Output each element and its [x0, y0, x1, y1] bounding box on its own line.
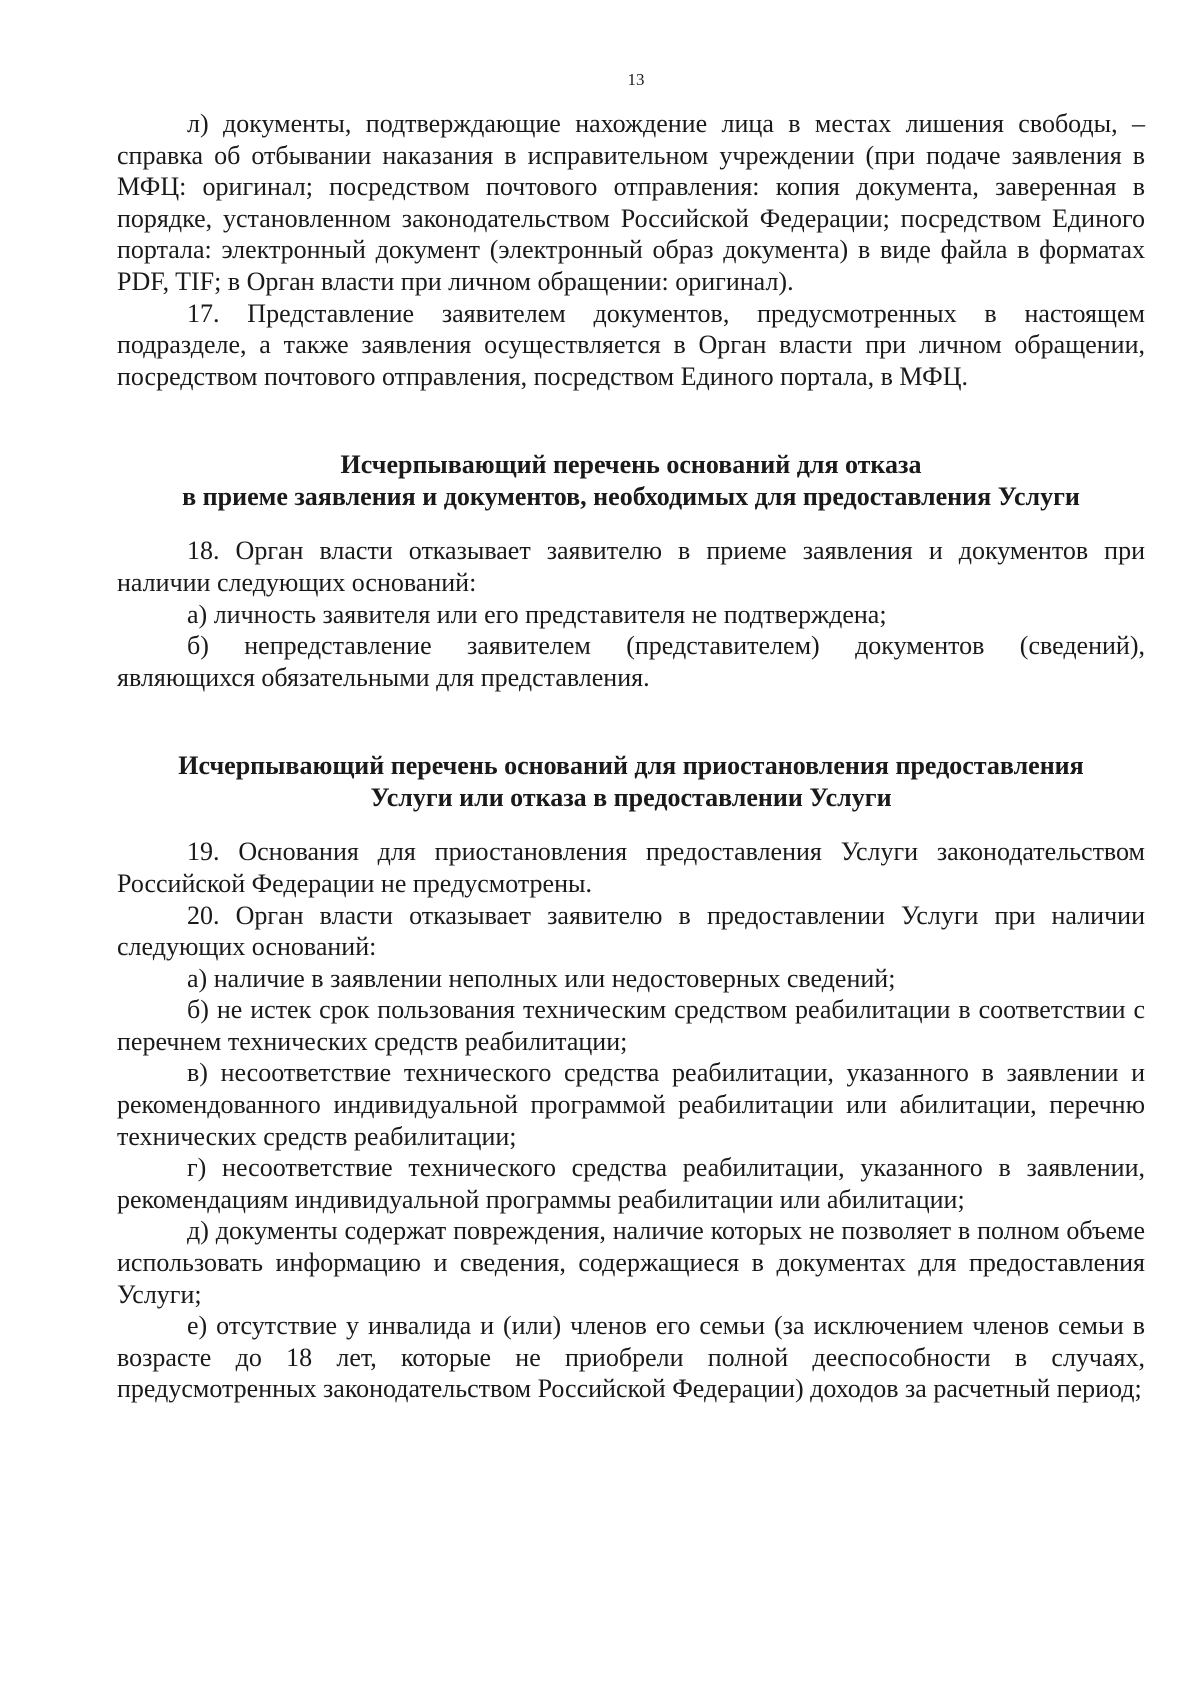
paragraph-20-d: д) документы содержат повреждения, наличие которых не позволяет в полном объеме использовать информацию и сведения, содержащиеся в документах для предоставления Услуги; — [117, 1216, 1145, 1309]
section-documents — [117, 108, 1145, 392]
paragraph-20-e: е) отсутствие у инвалида и (или) членов его семьи (за исключением членов семьи в возрасте до 18 лет, которые не приобрели полной дееспособности в случаях, предусмотренных законодательством Российской Федерации) доходов за расчетный период; — [117, 1311, 1145, 1404]
heading-refusal-acceptance — [117, 449, 1145, 513]
heading-suspension-refusal-line1: Исчерпывающий перечень оснований для приостановления предоставления — [178, 751, 1084, 781]
paragraph-19: 19. Основания для приостановления предоставления Услуги законодательством Российской Федерации не предусмотрены. — [117, 837, 1145, 898]
heading-suspension-refusal — [117, 750, 1145, 814]
heading-refusal-acceptance-line1: Исчерпывающий перечень оснований для отказа — [340, 450, 922, 480]
paragraph-18-a: а) личность заявителя или его представителя не подтверждена; — [187, 599, 887, 629]
heading-refusal-acceptance-line2: в приеме заявления и документов, необходимых для предоставления Услуги — [182, 482, 1080, 512]
paragraph-17: 17. Представление заявителем документов, предусмотренных в настоящем подразделе, а также заявления осуществляется в Орган власти при личном обращении, посредством почтового отправления, посредством Единого портала, в МФЦ. — [117, 298, 1145, 391]
paragraph-20-g: г) несоответствие технического средства реабилитации, указанного в заявлении, рекомендациям индивидуальной программы реабилитации или абилитации; — [117, 1153, 1145, 1214]
section-suspension-refusal — [117, 836, 1145, 1405]
paragraph-20: 20. Орган власти отказывает заявителю в предоставлении Услуги при наличии следующих оснований: — [117, 900, 1145, 962]
page-number: 13 — [627, 70, 645, 89]
paragraph-item-l: л) документы, подтверждающие нахождение лица в местах лишения свободы, – справка об отбывании наказания в исправительном учреждении (при подаче заявления в МФЦ: оригинал; посредством почтового отправления: копия документа, заверенная в порядке, установленном законодательством Российской Федерации; посредством Единого портала: электронный документ (электронный образ документа) в виде файла в форматах PDF, TIF; в Орган власти при личном обращении: оригинал). — [117, 109, 1145, 296]
section-refusal-acceptance — [117, 535, 1145, 693]
paragraph-20-a: а) наличие в заявлении неполных или недостоверных сведений; — [187, 963, 896, 993]
heading-suspension-refusal-line2: Услуги или отказа в предоставлении Услуги — [370, 783, 892, 813]
paragraph-20-b: б) не истек срок пользования техническим средством реабилитации в соответствии с перечнем технических средств реабилитации; — [117, 995, 1145, 1056]
paragraph-18-b: б) непредставление заявителем (представителем) документов (сведений), являющихся обязательными для представления. — [117, 631, 1145, 692]
paragraph-18: 18. Орган власти отказывает заявителю в приеме заявления и документов при наличии следующих оснований: — [117, 536, 1145, 597]
paragraph-20-v: в) несоответствие технического средства реабилитации, указанного в заявлении и рекомендованного индивидуальной программой реабилитации или абилитации, перечню технических средств реабилитации; — [117, 1058, 1145, 1151]
